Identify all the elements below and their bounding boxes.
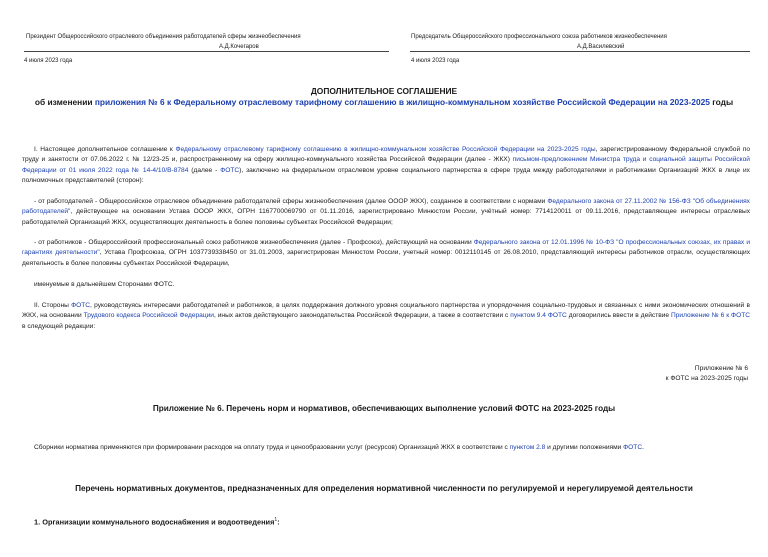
fots-link[interactable]: ФОТС <box>71 302 91 309</box>
section-2-paragraph <box>22 301 750 332</box>
collections-text: Сборники норматива применяются при формировании расходов на оплату труда и ценообразовании услуг (ресурсов) Организаций ЖКХ в соответствии с <box>34 444 510 451</box>
parties-line: именуемые в дальнейшем Сторонами ФОТС. <box>34 281 175 288</box>
section-2-text: , иных актов действующего законодательства Российской Федерации, а также в соответствии с <box>214 312 511 320</box>
appendix-title: Приложение № 6. Перечень норм и нормативов, обеспечивающих выполнение условий ФОТС на 2023-2025 годы <box>152 404 616 413</box>
fots-link[interactable]: ФОТС <box>623 444 643 451</box>
employers-text: , действующее на основании Устава ОООР ЖКХ, ОГРН 1167700069790 от 01.11.2016, зарегистрировано Минюстом России, учётный номер: 7714120011 от 09.11.2016, представляющее интересы отраслевых работодателей Организаций ЖКХ, осуществляющих деятельность в более половины субъектах Российской Федерации; <box>22 208 750 226</box>
section-2-text: договорились ввести в действие <box>566 312 672 320</box>
left-signature-line <box>24 51 389 52</box>
section-1-text: , зарегистрированному Федеральной службой по труду и занятости от 07.06.2022 г. № 12/23-25 и, распространенному на сферу жилищно-коммунального хозяйства Российской Федерации (далее - ЖКХ) <box>22 146 751 164</box>
labor-code-link[interactable]: Трудового кодекса Российской Федерации <box>83 312 214 320</box>
collections-text: и другими положениями <box>545 444 624 451</box>
appendix-6-link[interactable]: Приложение № 6 к ФОТС <box>671 312 750 320</box>
subtitle-tail: годы <box>712 97 734 107</box>
list-item-1-tail: : <box>277 517 280 527</box>
ministry-letter-link[interactable]: письмом-предложением Министра труда и социальной защиты Российской Федерации от 01 июля 2022 года № 14-4/10/В-8784 <box>22 156 750 174</box>
section-1-text: (далее - <box>188 166 221 174</box>
left-signature-date: 4 июля 2023 года <box>24 58 73 64</box>
collections-paragraph <box>22 443 750 453</box>
workers-text: , Устава Профсоюза, ОГРН 1037739338450 от 31.01.2003, зарегистрирован Минюстом России, учетный номер: 0012110145 от 26.08.2010, представляющий интересы работников отрасли, осуществляющих деятельность в более половины субъектах Российской Федерации, <box>22 249 751 267</box>
workers-text: - от работников - Общероссийский профессиональный союз работников жизнеобеспечения (далее - Профсоюз), действующий на основании <box>34 239 474 246</box>
footnote-marker[interactable]: 1 <box>274 517 278 523</box>
appendix-ref-line-1: Приложение № 6 <box>694 365 748 372</box>
clause-9-4-link[interactable]: пунктом 9.4 ФОТС <box>510 312 567 320</box>
left-signatory-role: Президент Общероссийского отраслевого объединения работодателей сферы жизнеобеспечения <box>26 34 301 40</box>
section-2-text: II. Стороны <box>34 302 72 309</box>
left-signatory-name: А.Д.Кочегаров <box>219 44 259 50</box>
employers-paragraph <box>22 197 750 228</box>
appendix-reference <box>666 364 748 385</box>
right-signature-line <box>410 51 750 52</box>
employers-text: - от работодателей - Общероссийское отраслевое объединение работодателей сферы жизнеобеспечения (далее ОООР ЖКХ), созданное в соответствии с нормами <box>34 198 548 205</box>
list-title: Перечень нормативных документов, предназначенных для определения нормативной численности по регулируемой и нерегулируемой деятельности <box>75 484 693 493</box>
collections-text: . <box>642 444 644 451</box>
subtitle-prefix: об изменении <box>34 97 93 107</box>
clause-2-8-link[interactable]: пунктом 2.8 <box>509 444 546 451</box>
section-1-text: I. Настоящее дополнительное соглашение к <box>34 146 176 153</box>
list-item-1-text: 1. Организации коммунального водоснабжения и водоотведения <box>34 517 275 527</box>
right-signature-date: 4 июля 2023 года <box>411 58 460 64</box>
section-1-text: ), заключено на федеральном отраслевом уровне социального партнерства в сфере труда между работодателями и работниками Организаций ЖКХ в лице их полномочных представителей (сторон): <box>22 166 750 185</box>
right-signatory-role: Председатель Общероссийского профессионального союза работников жизнеобеспечения <box>411 34 667 40</box>
section-2-text: в следующей редакции: <box>22 322 96 330</box>
appendix-ref-line-2: к ФОТС на 2023-2025 годы <box>665 375 748 383</box>
fots-link[interactable]: Федеральному отраслевому тарифному соглашению в жилищно-коммунальном хозяйстве Российской Федерации на 2023-2025 годы <box>175 146 596 153</box>
fots-link[interactable]: ФОТС <box>220 166 240 174</box>
federal-law-10-link[interactable]: Федерального закона от 12.01.1996 № 10-ФЗ "О профессиональных союзах, их правах и гарантиях деятельности" <box>22 239 750 257</box>
right-signatory-name: А.Д.Василевский <box>577 44 625 50</box>
workers-paragraph <box>22 238 750 269</box>
section-2-text: , руководствуясь интересами работодателей и работников, в целях поддержания должного уровня социального партнерства и упорядочения социально-трудовых и связанных с ними экономических отношений в ЖКХ, на основании <box>22 302 751 320</box>
appendix-6-link[interactable]: приложения № 6 к Федеральному отраслевому тарифному соглашению в жилищно-коммунальном хозяйстве Российской Федерации на 2023-2025 <box>94 97 710 107</box>
federal-law-156-link[interactable]: Федерального закона от 27.11.2002 № 156-ФЗ "Об объединениях работодателей" <box>22 198 750 216</box>
section-1-paragraph <box>22 145 750 187</box>
document-title: ДОПОЛНИТЕЛЬНОЕ СОГЛАШЕНИЕ <box>310 86 458 96</box>
list-item-1 <box>34 515 280 527</box>
document-subtitle <box>20 97 748 107</box>
